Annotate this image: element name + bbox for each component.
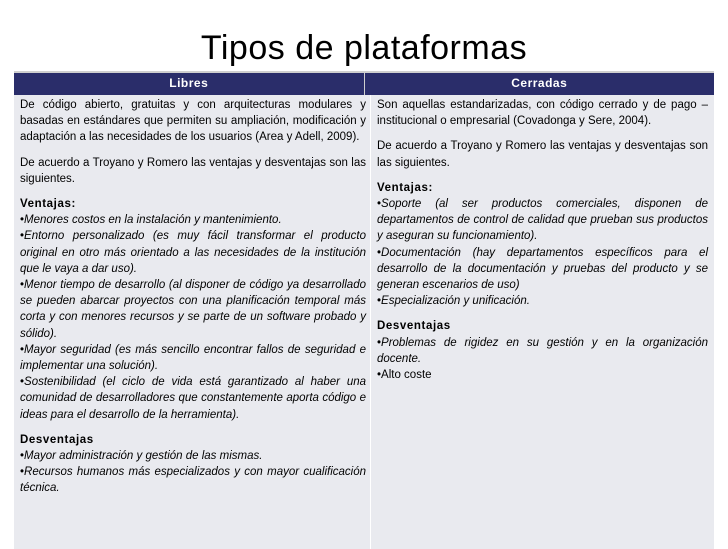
libres-intro: De código abierto, gratuitas y con arquitecturas modulares y basadas en estándares que permiten su ampliación, modificación y adaptación a las necesidades de los usuarios (Area y Adell, 2009).: [20, 99, 366, 144]
column-cerradas: [370, 95, 714, 549]
cerradas-para2: De acuerdo a Troyano y Romero las ventajas y desventajas son las siguientes.: [377, 140, 708, 169]
list-item: •Documentación (hay departamentos específicos para el desarrollo de la documentación y pruebas del producto y se generan escenarios de uso): [377, 246, 708, 292]
list-item: •Mayor administración y gestión de las mismas.: [20, 450, 263, 463]
cerradas-ventajas-heading: Ventajas:: [377, 181, 433, 194]
cerradas-intro: Son aquellas estandarizadas, con código cerrado y de pago –institucional o empresarial (Covadonga y Sere, 2004).: [377, 99, 708, 128]
list-item: •Menor tiempo de desarrollo (al disponer de código ya desarrollado se pueden abarcar proyectos con una planificación temporal más corta y con menores recursos y se parte de un software probado y sólido).: [20, 279, 366, 340]
table-body-row: [14, 95, 714, 549]
libres-ventajas-heading: Ventajas:: [20, 198, 76, 211]
list-item: •Mayor seguridad (es más sencillo encontrar fallos de seguridad e implementar una solución).: [20, 343, 366, 373]
list-item: •Alto coste: [377, 369, 432, 382]
list-item: •Problemas de rigidez en su gestión y en la organización docente.: [377, 336, 708, 365]
column-libres: [14, 95, 370, 549]
list-item: •Sostenibilidad (el ciclo de vida está garantizado al haber una comunidad de desarrolladores que constantemente aporta código e ideas para el desarrollo de la herramienta).: [20, 376, 366, 421]
list-item: •Soporte (al ser productos comerciales, disponen de departamentos de control de calidad que prueban sus productos y aseguran su funcionamiento).: [377, 198, 708, 243]
header-libres: Libres: [169, 76, 209, 90]
comparison-table: [14, 71, 714, 549]
libres-para2: De acuerdo a Troyano y Romero las ventajas y desventajas son las siguientes.: [20, 156, 366, 185]
slide-title: Tipos de plataformas: [200, 29, 528, 67]
table-header-row: [14, 71, 714, 95]
list-item: •Especialización y unificación.: [377, 295, 530, 308]
header-cerradas: Cerradas: [364, 73, 715, 95]
list-item: •Entorno personalizado (es muy fácil transformar el producto original en otro más orientado a las necesidades de la institución que le vaya a dar uso).: [20, 230, 366, 275]
list-item: •Recursos humanos más especializados y con mayor cualificación técnica.: [20, 466, 366, 495]
cerradas-desventajas-heading: Desventajas: [377, 320, 451, 333]
list-item: •Menores costos en la instalación y mantenimiento.: [20, 214, 282, 227]
libres-desventajas-heading: Desventajas: [20, 433, 94, 446]
